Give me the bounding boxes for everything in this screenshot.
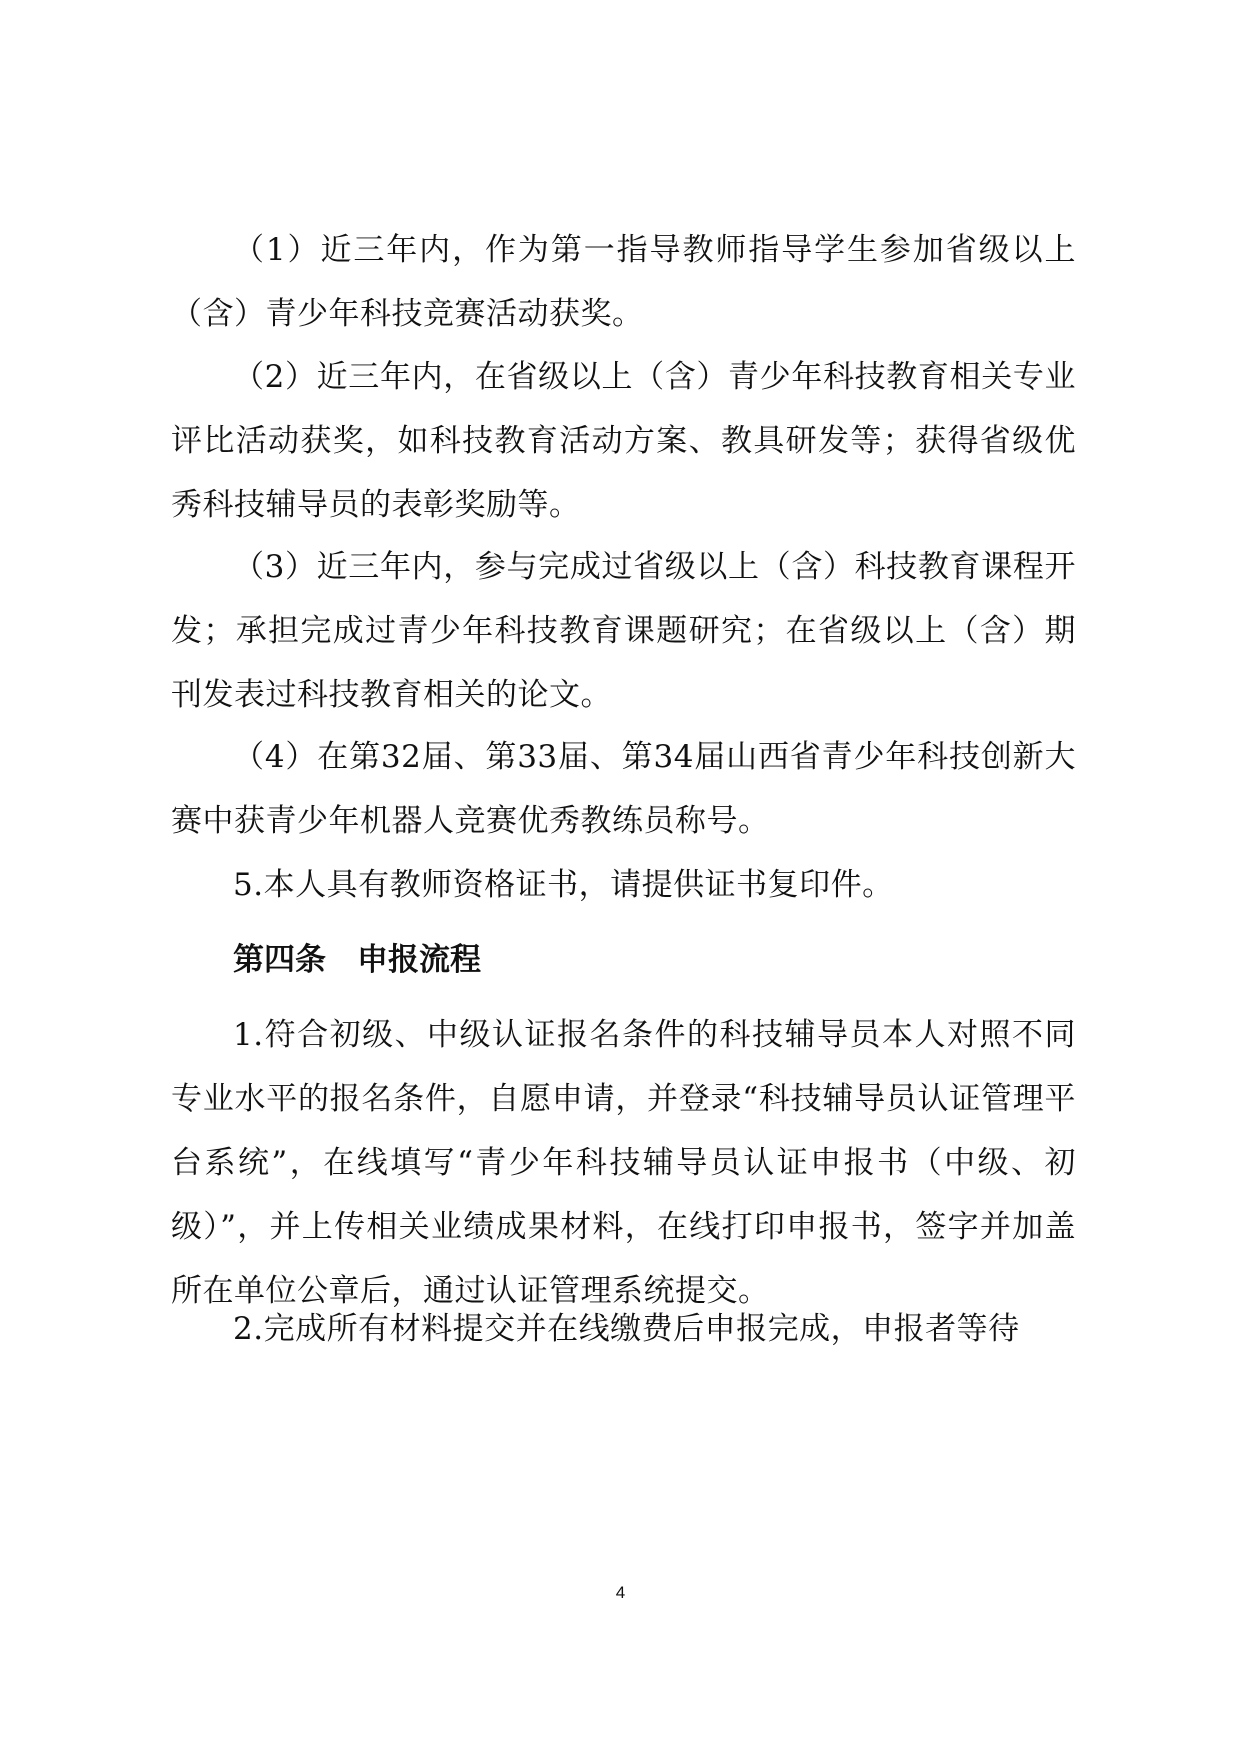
paragraph-requirement-5: 5.本人具有教师资格证书，请提供证书复印件。	[233, 867, 894, 903]
page-number: 4	[615, 1583, 626, 1602]
paragraph-criterion-2: （2）近三年内，在省级以上（含）青少年科技教育相关专业评比活动获奖，如科技教育活动方案、教具研发等；获得省级优秀科技辅导员的表彰奖励等。	[171, 359, 1076, 523]
paragraph-criterion-1: （1）近三年内，作为第一指导教师指导学生参加省级以上（含）青少年科技竞赛活动获奖。	[171, 232, 1076, 332]
paragraph-process-2: 2.完成所有材料提交并在线缴费后申报完成，申报者等待	[233, 1311, 1020, 1347]
paragraph-criterion-4: （4）在第32届、第33届、第34届山西省青少年科技创新大赛中获青少年机器人竞赛优秀教练员称号。	[171, 739, 1076, 839]
section-heading: 第四条 申报流程	[233, 942, 481, 978]
paragraph-criterion-3: （3）近三年内，参与完成过省级以上（含）科技教育课程开发；承担完成过青少年科技教育课题研究；在省级以上（含）期刊发表过科技教育相关的论文。	[171, 549, 1076, 713]
paragraph-process-1: 1.符合初级、中级认证报名条件的科技辅导员本人对照不同专业水平的报名条件，自愿申请，并登录“科技辅导员认证管理平台系统”，在线填写“青少年科技辅导员认证申报书（中级、初级）”，并上传相关业绩成果材料，在线打印申报书，签字并加盖所在单位公章后，通过认证管理系统提交。	[171, 1017, 1076, 1309]
